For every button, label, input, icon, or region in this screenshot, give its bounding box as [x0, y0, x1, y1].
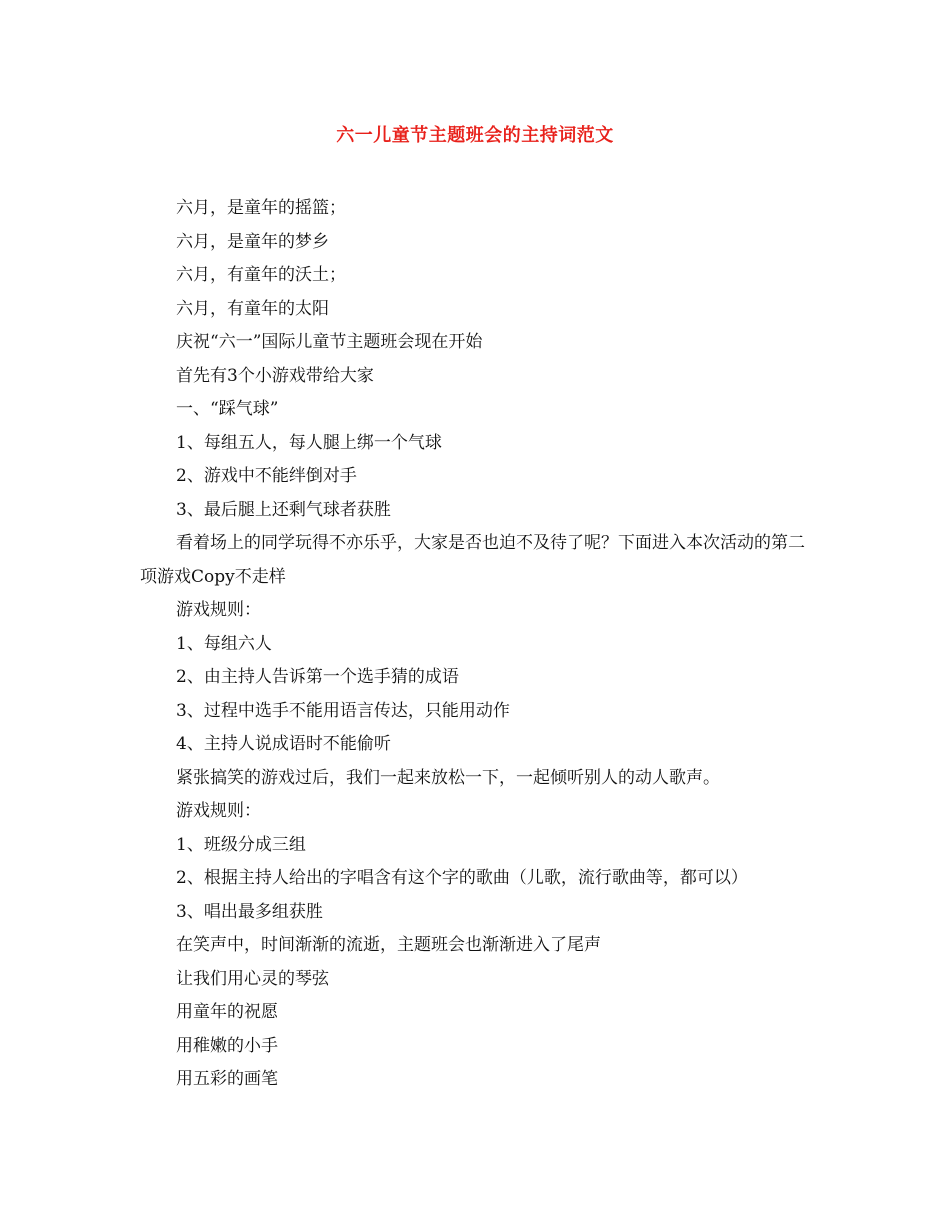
- paragraph: 1、班级分成三组: [176, 834, 306, 855]
- paragraph: 用五彩的画笔: [176, 1069, 278, 1089]
- paragraph: 看着场上的同学玩得不亦乐乎，大家是否也迫不及待了呢？下面进入本次活动的第二项游戏Copy不走样: [140, 533, 805, 587]
- paragraph: 让我们用心灵的琴弦: [176, 968, 329, 989]
- paragraph: 3、过程中选手不能用语言传达，只能用动作: [176, 700, 510, 721]
- paragraph: 用童年的祝愿: [176, 1002, 278, 1022]
- document-title: 六一儿童节主题班会的主持词范文: [336, 125, 614, 146]
- paragraph: 游戏规则：: [176, 801, 261, 821]
- paragraph: 在笑声中，时间渐渐的流逝，主题班会也渐渐进入了尾声: [176, 935, 601, 955]
- paragraph: 首先有3个小游戏带给大家: [176, 365, 374, 386]
- paragraph: 紧张搞笑的游戏过后，我们一起来放松一下，一起倾听别人的动人歌声。: [176, 767, 720, 788]
- paragraph: 2、由主持人告诉第一个选手猜的成语: [176, 667, 459, 687]
- paragraph: 六月，是童年的梦乡: [176, 231, 329, 252]
- paragraph: 1、每组六人: [176, 633, 272, 654]
- paragraph: 六月，是童年的摇篮；: [176, 198, 346, 218]
- document-body: [140, 192, 820, 1097]
- paragraph: 3、唱出最多组获胜: [176, 901, 323, 922]
- paragraph: 庆祝“六一”国际儿童节主题班会现在开始: [176, 332, 483, 352]
- paragraph: 游戏规则：: [176, 600, 261, 620]
- paragraph: 用稚嫩的小手: [176, 1035, 278, 1056]
- paragraph: 六月，有童年的沃土；: [176, 265, 346, 285]
- paragraph: 3、最后腿上还剩气球者获胜: [176, 499, 391, 520]
- paragraph: 4、主持人说成语时不能偷听: [176, 734, 391, 754]
- paragraph: 2、游戏中不能绊倒对手: [176, 466, 357, 486]
- paragraph: 2、根据主持人给出的字唱含有这个字的歌曲（儿歌，流行歌曲等，都可以）: [176, 868, 748, 888]
- paragraph: 1、每组五人，每人腿上绑一个气球: [176, 432, 442, 453]
- paragraph: 六月，有童年的太阳: [176, 298, 329, 319]
- paragraph: 一、“踩气球”: [176, 399, 279, 419]
